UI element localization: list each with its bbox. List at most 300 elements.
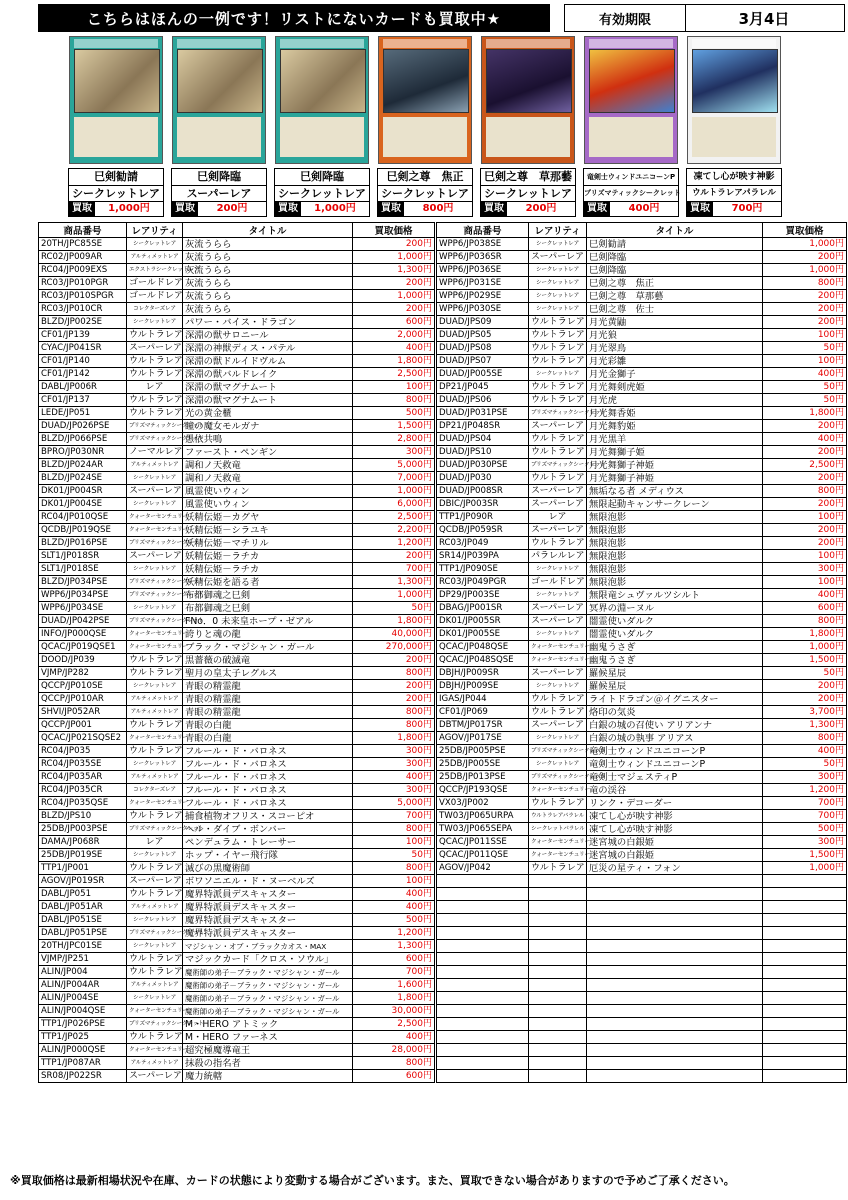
code-cell: QCDB/JP019QSE — [39, 524, 127, 537]
rarity-cell: ウルトラレア — [127, 355, 183, 368]
table-row — [39, 251, 435, 264]
price-cell: 300円 — [353, 446, 435, 459]
table-row — [39, 641, 435, 654]
rarity-cell: プリズマティックシークレット — [529, 771, 587, 784]
rarity-cell: クォーターセンチュリー — [127, 1005, 183, 1018]
code-cell: CF01/JP139 — [39, 329, 127, 342]
rarity-cell: パラレルレア — [529, 550, 587, 563]
price-cell: 1,000円 — [763, 862, 847, 875]
price-value: 700円 — [731, 203, 763, 214]
title-cell: 調和ノ天救竜 — [183, 472, 353, 485]
promo-banner: こちらはほんの一例です！リストにないカードも買取中★ — [38, 4, 550, 32]
table-row — [39, 407, 435, 420]
title-cell: フルール・ド・バロネス — [183, 745, 353, 758]
price-table-left — [38, 222, 435, 1083]
title-cell: M・HERO ファーネス — [183, 1031, 353, 1044]
code-cell: DP21/JP048SR — [437, 420, 529, 433]
rarity-cell: ウルトラレア — [127, 329, 183, 342]
code-cell: CF01/JP140 — [39, 355, 127, 368]
table-row — [39, 472, 435, 485]
price-cell — [763, 966, 847, 979]
rarity-cell: スーパーレア — [127, 1070, 183, 1083]
title-cell: 無限泡影 — [587, 576, 763, 589]
col-title: タイトル — [587, 223, 763, 238]
rarity-cell: ウルトラレア — [127, 654, 183, 667]
price-cell: 1,600円 — [353, 979, 435, 992]
price-cell: 2,500円 — [353, 1018, 435, 1031]
title-cell: マジックカード「クロス・ソウル」 — [183, 953, 353, 966]
table-row — [39, 238, 435, 251]
price-cell: 800円 — [763, 732, 847, 745]
price-cell: 400円 — [763, 745, 847, 758]
featured-card[interactable] — [274, 36, 370, 217]
featured-card[interactable] — [68, 36, 164, 217]
rarity-cell — [529, 1044, 587, 1057]
table-row — [437, 979, 847, 992]
rarity-cell: シークレットレア — [127, 602, 183, 615]
price-cell: 1,800円 — [353, 732, 435, 745]
price-cell: 300円 — [353, 745, 435, 758]
featured-card[interactable] — [480, 36, 576, 217]
code-cell: VX03/JP002 — [437, 797, 529, 810]
rarity-cell — [529, 914, 587, 927]
price-cell: 200円 — [353, 680, 435, 693]
code-cell: DUAD/JP031PSE — [437, 407, 529, 420]
table-row — [437, 836, 847, 849]
table-row — [437, 472, 847, 485]
price-cell: 100円 — [763, 511, 847, 524]
code-cell: DAMA/JP068R — [39, 836, 127, 849]
price-cell — [763, 1031, 847, 1044]
title-cell: 魔界特派員デスキャスター — [183, 927, 353, 940]
title-cell: マジシャン・オブ・ブラックカオス・MAX — [183, 940, 353, 953]
top-bar — [38, 4, 846, 32]
table-row — [437, 667, 847, 680]
price-cell: 200円 — [353, 654, 435, 667]
rarity-cell: プリズマティックシークレット — [127, 927, 183, 940]
table-row — [39, 615, 435, 628]
table-row — [437, 758, 847, 771]
code-cell: DABL/JP051PSE — [39, 927, 127, 940]
rarity-cell: ウルトラレア — [127, 394, 183, 407]
table-row — [437, 875, 847, 888]
price-value: 1,000円 — [314, 203, 356, 214]
rarity-cell: シークレットレア — [529, 264, 587, 277]
price-cell: 700円 — [353, 810, 435, 823]
title-cell — [587, 914, 763, 927]
code-cell: ALIN/JP000QSE — [39, 1044, 127, 1057]
price-cell: 800円 — [353, 667, 435, 680]
code-cell: DK01/JP004SR — [39, 485, 127, 498]
col-price: 買取価格 — [353, 223, 435, 238]
rarity-cell: プリズマティックシークレット — [127, 576, 183, 589]
rarity-cell: シークレットレア — [529, 589, 587, 602]
table-row — [437, 1057, 847, 1070]
price-cell: 2,500円 — [763, 459, 847, 472]
code-cell — [437, 1031, 529, 1044]
price-cell: 1,000円 — [353, 485, 435, 498]
code-cell: IGAS/JP044 — [437, 693, 529, 706]
price-cell: 1,000円 — [353, 251, 435, 264]
rarity-cell: ウルトラレア — [127, 810, 183, 823]
price-value: 400円 — [628, 203, 660, 214]
table-row — [437, 576, 847, 589]
table-row — [437, 797, 847, 810]
code-cell: AGOV/JP019SR — [39, 875, 127, 888]
title-cell: 月光舞豹姫 — [587, 420, 763, 433]
title-cell — [587, 888, 763, 901]
rarity-cell: シークレットレア — [529, 680, 587, 693]
code-cell: WPP6/JP038SE — [437, 238, 529, 251]
featured-card[interactable] — [377, 36, 473, 217]
code-cell: TTP1/JP026PSE — [39, 1018, 127, 1031]
rarity-cell — [529, 901, 587, 914]
table-row — [39, 901, 435, 914]
table-row — [437, 914, 847, 927]
code-cell: LEDE/JP051 — [39, 407, 127, 420]
code-cell: DUAD/JP042PSE — [39, 615, 127, 628]
code-cell — [437, 966, 529, 979]
price-cell — [763, 914, 847, 927]
code-cell: WPP6/JP036SE — [437, 264, 529, 277]
title-cell: 幽鬼うさぎ — [587, 654, 763, 667]
rarity-cell: アルティメットレア — [127, 901, 183, 914]
title-cell: 魔界特派員デスキャスター — [183, 888, 353, 901]
table-row — [437, 381, 847, 394]
title-cell: 月光舞香姫 — [587, 407, 763, 420]
title-cell: 月光舞獅子神姫 — [587, 459, 763, 472]
title-cell: 迷宮城の白銀姫 — [587, 836, 763, 849]
title-cell: ライトドラゴン＠イグニスター — [587, 693, 763, 706]
code-cell: QCCP/JP010AR — [39, 693, 127, 706]
card-image — [584, 36, 678, 164]
price-cell: 50円 — [763, 394, 847, 407]
rarity-cell: スーパーレア — [529, 615, 587, 628]
code-cell: DUAD/JPS07 — [437, 355, 529, 368]
rarity-cell — [529, 953, 587, 966]
title-cell: 灰流うらら — [183, 290, 353, 303]
rarity-cell: スーパーレア — [127, 875, 183, 888]
table-row — [437, 940, 847, 953]
title-cell: 凍てし心が映す神影 — [587, 810, 763, 823]
col-rarity: レアリティ — [127, 223, 183, 238]
title-cell: 風霊使いウィン — [183, 485, 353, 498]
table-row — [437, 537, 847, 550]
price-cell: 1,000円 — [353, 290, 435, 303]
price-cell: 1,800円 — [763, 628, 847, 641]
title-cell: ファースト・ペンギン — [183, 446, 353, 459]
price-cell: 50円 — [763, 758, 847, 771]
code-cell — [437, 1070, 529, 1083]
price-cell — [763, 888, 847, 901]
rarity-cell: アルティメットレア — [127, 459, 183, 472]
code-cell: CF01/JP142 — [39, 368, 127, 381]
price-cell: 800円 — [763, 277, 847, 290]
table-row — [437, 784, 847, 797]
rarity-cell: ウルトラレア — [127, 966, 183, 979]
code-cell: RC04/JP035QSE — [39, 797, 127, 810]
code-cell: DK01/JP005SE — [437, 628, 529, 641]
code-cell: WPP6/JP034SE — [39, 602, 127, 615]
table-row — [437, 693, 847, 706]
code-cell: QCAC/JP048QSE — [437, 641, 529, 654]
title-cell: 無限泡影 — [587, 511, 763, 524]
table-row — [39, 966, 435, 979]
rarity-cell: スーパーレア — [529, 524, 587, 537]
rarity-cell: アルティメットレア — [127, 251, 183, 264]
rarity-cell — [529, 888, 587, 901]
code-cell: DUAD/JPS06 — [437, 394, 529, 407]
table-row — [437, 680, 847, 693]
code-cell: RC03/JP010PGR — [39, 277, 127, 290]
table-row — [437, 251, 847, 264]
price-cell: 300円 — [763, 563, 847, 576]
table-row — [39, 524, 435, 537]
table-row — [437, 628, 847, 641]
title-cell: フルール・ド・バロネス — [183, 758, 353, 771]
title-cell: 誇りと魂の龍 — [183, 628, 353, 641]
title-cell — [587, 940, 763, 953]
rarity-cell — [529, 979, 587, 992]
rarity-cell: スーパーレア — [529, 667, 587, 680]
table-row — [437, 1005, 847, 1018]
price-value: 800円 — [422, 203, 454, 214]
table-row — [39, 719, 435, 732]
code-cell: RC04/JP035SE — [39, 758, 127, 771]
rarity-cell: スーパーレア — [529, 602, 587, 615]
title-cell: 魔界特派員デスキャスター — [183, 901, 353, 914]
code-cell: RC03/JP010CR — [39, 303, 127, 316]
featured-card[interactable] — [583, 36, 679, 217]
rarity-cell: ウルトラレア — [127, 953, 183, 966]
price-cell: 100円 — [763, 550, 847, 563]
buy-label: 買取 — [172, 202, 198, 216]
table-row — [437, 1031, 847, 1044]
expiry-date: 3月4日 — [684, 4, 845, 32]
table-row — [39, 836, 435, 849]
title-cell: 灰流うらら — [183, 238, 353, 251]
code-cell: QCCP/JP001 — [39, 719, 127, 732]
code-cell: DBIC/JP003SR — [437, 498, 529, 511]
title-cell: 深淵の獣バルドレイク — [183, 368, 353, 381]
table-row — [437, 1018, 847, 1031]
code-cell: TTP1/JP025 — [39, 1031, 127, 1044]
card-rarity: ウルトラレアパラレル — [686, 186, 782, 202]
code-cell: DUAD/JPS04 — [437, 433, 529, 446]
code-cell: 25DB/JP013PSE — [437, 771, 529, 784]
price-cell: 400円 — [763, 589, 847, 602]
card-image — [481, 36, 575, 164]
featured-card[interactable] — [686, 36, 782, 217]
title-cell: FNo．0 未来皇ホープ・ゼアル — [183, 615, 353, 628]
rarity-cell: シークレットレア — [127, 680, 183, 693]
rarity-cell: ウルトラレア — [529, 394, 587, 407]
rarity-cell: スーパーレア — [529, 485, 587, 498]
featured-card[interactable] — [171, 36, 267, 217]
table-row — [437, 316, 847, 329]
rarity-cell: ウルトラレア — [529, 355, 587, 368]
card-image — [378, 36, 472, 164]
rarity-cell: ウルトラレア — [127, 368, 183, 381]
table-row — [39, 316, 435, 329]
title-cell: 巳剣勧請 — [587, 238, 763, 251]
title-cell: 竜剣士マジェスティP — [587, 771, 763, 784]
price-table-right — [436, 222, 847, 1083]
rarity-cell: クォーターセンチュリー — [529, 836, 587, 849]
rarity-cell: ウルトラレア — [529, 329, 587, 342]
rarity-cell: シークレットレア — [529, 628, 587, 641]
price-cell: 1,200円 — [353, 537, 435, 550]
title-cell: 瞳の魔女モルガナ — [183, 420, 353, 433]
title-cell: 深淵の獣マグナムート — [183, 394, 353, 407]
price-cell: 600円 — [353, 1070, 435, 1083]
table-row — [39, 290, 435, 303]
rarity-cell: プリズマティックシークレット — [529, 407, 587, 420]
featured-cards — [68, 36, 778, 214]
code-cell: BPRO/JP030NR — [39, 446, 127, 459]
title-cell: 妖精伝姫－マチリル — [183, 537, 353, 550]
code-cell: DOOD/JP039 — [39, 654, 127, 667]
code-cell: BLZD/JP034PSE — [39, 576, 127, 589]
table-row — [437, 498, 847, 511]
title-cell: 竜剣士ウィンドユニコーンP — [587, 745, 763, 758]
title-cell: 月光黄鼬 — [587, 316, 763, 329]
table-row — [437, 615, 847, 628]
price-cell — [763, 875, 847, 888]
table-row — [437, 953, 847, 966]
price-cell: 7,000円 — [353, 472, 435, 485]
code-cell: DUAD/JP030 — [437, 472, 529, 485]
title-cell: 無限泡影 — [587, 537, 763, 550]
price-cell: 300円 — [353, 758, 435, 771]
table-row — [39, 550, 435, 563]
price-cell — [763, 1057, 847, 1070]
title-cell: 青眼の白龍 — [183, 719, 353, 732]
rarity-cell: クォーターセンチュリー — [127, 628, 183, 641]
title-cell: 月光黒羊 — [587, 433, 763, 446]
code-cell: TTP1/JP090R — [437, 511, 529, 524]
title-cell: 闇霊使いダルク — [587, 628, 763, 641]
buy-label: 買取 — [687, 202, 713, 216]
rarity-cell — [529, 940, 587, 953]
title-cell: 青眼の精霊龍 — [183, 680, 353, 693]
price-cell: 300円 — [763, 771, 847, 784]
table-row — [437, 706, 847, 719]
table-row — [39, 667, 435, 680]
price-cell: 1,300円 — [763, 719, 847, 732]
rarity-cell: ウルトラレア — [127, 862, 183, 875]
table-row — [39, 394, 435, 407]
rarity-cell: プリズマティックシークレット — [127, 420, 183, 433]
card-rarity: プリズマティックシークレット — [583, 186, 679, 202]
title-cell — [587, 1057, 763, 1070]
rarity-cell: エクストラシークレットレア — [127, 264, 183, 277]
rarity-cell: クォーターセンチュリー — [529, 849, 587, 862]
table-row — [437, 641, 847, 654]
code-cell: DUAD/JP008SR — [437, 485, 529, 498]
card-price — [686, 202, 782, 217]
title-cell: 闇霊使いダルク — [587, 615, 763, 628]
code-cell: 25DB/JP005SE — [437, 758, 529, 771]
title-cell: 妖精伝姫－ラチカ — [183, 550, 353, 563]
title-cell: 聖月の皇太子レグルス — [183, 667, 353, 680]
card-name: 竜剣士ウィンドユニコーンP — [583, 168, 679, 186]
price-cell: 800円 — [353, 862, 435, 875]
title-cell: 魔術師の弟子－ブラック・マジシャン・ガール — [183, 966, 353, 979]
price-cell — [763, 927, 847, 940]
price-cell: 200円 — [353, 277, 435, 290]
price-cell: 200円 — [353, 550, 435, 563]
price-cell: 400円 — [353, 1031, 435, 1044]
title-cell: ボワソニエル・ド・ヌーベルズ — [183, 875, 353, 888]
code-cell: RC04/JP035 — [39, 745, 127, 758]
title-cell: 冥界の淵ーヌル — [587, 602, 763, 615]
col-code: 商品番号 — [437, 223, 529, 238]
code-cell: 25DB/JP019SE — [39, 849, 127, 862]
rarity-cell: プリズマティックシークレット — [529, 459, 587, 472]
rarity-cell: プリズマティックシークレット — [529, 745, 587, 758]
title-cell: 魔術師の弟子－ブラック・マジシャン・ガール — [183, 979, 353, 992]
rarity-cell: ノーマルレア — [127, 446, 183, 459]
title-cell: 月光彩雛 — [587, 355, 763, 368]
code-cell — [437, 914, 529, 927]
rarity-cell: シークレットレア — [127, 758, 183, 771]
col-price: 買取価格 — [763, 223, 847, 238]
card-name: 巳剣之尊 焦正 — [377, 168, 473, 186]
rarity-cell: プリズマティックシークレット — [127, 433, 183, 446]
code-cell: QCAC/JP021SQSE2 — [39, 732, 127, 745]
card-rarity: シークレットレア — [68, 186, 164, 202]
table-row — [437, 511, 847, 524]
price-cell: 1,500円 — [763, 654, 847, 667]
title-cell — [587, 1044, 763, 1057]
table-row — [39, 303, 435, 316]
price-cell: 200円 — [763, 290, 847, 303]
card-price — [68, 202, 164, 217]
code-cell: RC04/JP035AR — [39, 771, 127, 784]
code-cell: WPP6/JP034PSE — [39, 589, 127, 602]
rarity-cell: ウルトラレア — [127, 745, 183, 758]
price-cell: 40,000円 — [353, 628, 435, 641]
code-cell: AGOV/JP042 — [437, 862, 529, 875]
price-cell: 200円 — [763, 537, 847, 550]
price-cell: 200円 — [763, 472, 847, 485]
rarity-cell: アルティメットレア — [127, 771, 183, 784]
table-row — [39, 953, 435, 966]
code-cell: RC03/JP010SPGR — [39, 290, 127, 303]
price-cell: 600円 — [353, 953, 435, 966]
price-cell: 100円 — [763, 329, 847, 342]
rarity-cell: ウルトラレア — [127, 407, 183, 420]
rarity-cell: シークレットレア — [529, 303, 587, 316]
code-cell: RC02/JP009AR — [39, 251, 127, 264]
title-cell: パワー・バイス・ドラゴン — [183, 316, 353, 329]
table-row — [437, 407, 847, 420]
code-cell: DUAD/JP030PSE — [437, 459, 529, 472]
rarity-cell: シークレットレア — [529, 732, 587, 745]
table-row — [39, 979, 435, 992]
title-cell: 月光舞獅子神姫 — [587, 472, 763, 485]
code-cell: CF01/JP069 — [437, 706, 529, 719]
price-cell: 3,700円 — [763, 706, 847, 719]
title-cell: 無限起動キャンサークレーン — [587, 498, 763, 511]
rarity-cell: コレクターズレア — [127, 303, 183, 316]
rarity-cell: プリズマティックシークレット — [127, 537, 183, 550]
title-cell: 巳剣降臨 — [587, 251, 763, 264]
card-rarity: シークレットレア — [274, 186, 370, 202]
code-cell: DK01/JP004SE — [39, 498, 127, 511]
price-cell: 800円 — [353, 1057, 435, 1070]
